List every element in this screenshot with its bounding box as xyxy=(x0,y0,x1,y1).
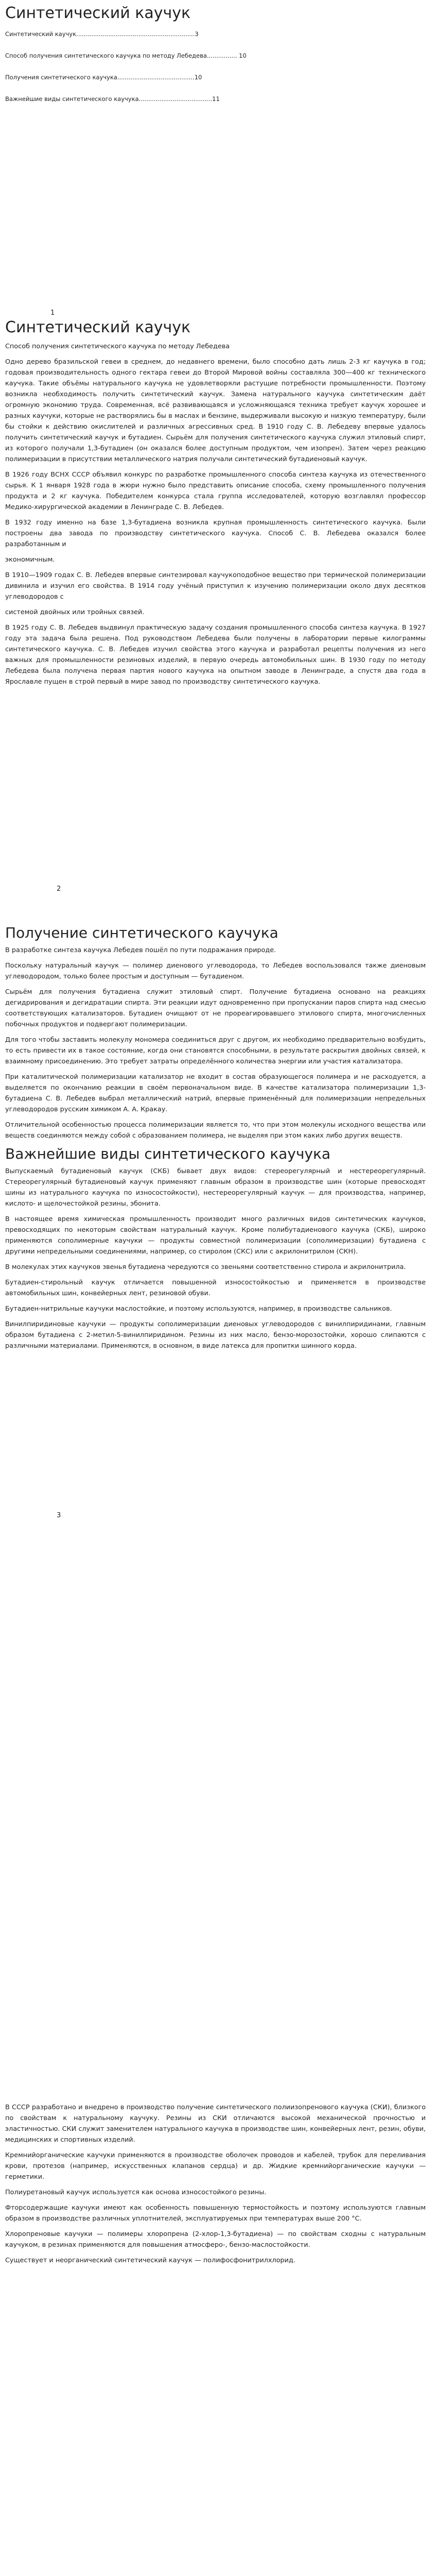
paragraph: Отличительной особенностью процесса полимеризации является то, что при этом молекулы исходного вещества или веществ соединяются между собой с образованием полимера, не выделяя при этом каких либо других веществ. xyxy=(5,1121,426,1140)
section-heading: Получение синтетического каучука xyxy=(5,924,278,941)
document-title: Синтетический каучук xyxy=(5,4,191,22)
paragraph: В 1910—1909 годах С. В. Лебедев впервые синтезировал каучукоподобное вещество при термической полимеризации дивинила и изучил его свойства. В 1914 году учёный приступил к изучению полимеризации около двух десятков углеводородов с xyxy=(5,571,426,601)
paragraph: Фторсодержащие каучуки имеют как особенность повышенную термостойкость и поэтому используются главным образом в производстве различных уплотнителей, эксплуатируемых при температурах выше 200 °С. xyxy=(5,2204,426,2223)
paragraph: В 1932 году именно на базе 1,3-бутадиена возникла крупная промышленность синтетического каучука. Были построены два завода по производству синтетического каучука. Способ С. В. Лебедева оказался более разработанным и xyxy=(5,519,426,548)
paragraph: Кремнийорганические каучуки применяются в производстве оболочек проводов и кабелей, трубок для переливания крови, протезов (например, искусственных клапанов сердца) и др. Жидкие кремнийорганические каучуки — герметики. xyxy=(5,2151,426,2181)
toc-entry: Важнейшие виды синтетического каучука.......................................11 xyxy=(5,95,220,103)
paragraph: В молекулах этих каучуков звенья бутадиена чередуются со звеньями соответственно стирола и акрилонитрила. xyxy=(5,1263,406,1271)
paragraph: В разработке синтеза каучука Лебедев пошёл по пути подражания природе. xyxy=(5,946,276,954)
section-heading: Важнейшие виды синтетического каучука xyxy=(5,1145,331,1162)
section-title: Синтетический каучук xyxy=(5,318,191,336)
paragraph: Существует и неорганический синтетический каучук — полифосфонитрилхлорид. xyxy=(5,2257,295,2264)
paragraph: Бутадиен-стирольный каучук отличается повышенной износостойкостью и применяется в производстве автомобильных шин, конвейерных лент, резиновой обуви. xyxy=(5,1279,426,1297)
paragraph: Выпускаемый бутадиеновый каучук (СКБ) бывает двух видов: стереорегулярный и нестереорегулярный. Стереорегулярный бутадиеновый каучук применяют главным образом в производстве шин (которые превосходят шины из натурального каучука по износостойкости), нестереорегулярный каучук — для производства, например, кислото- и щелочестойкой резины, эбонита. xyxy=(5,1167,426,1208)
paragraph: Поскольку натуральный каучук — полимер диенового углеводорода, то Лебедев воспользовался также диеновым углеводородом, только более простым и доступным — бутадиеном. xyxy=(5,962,426,980)
paragraph: В 1925 году С. В. Лебедев выдвинул практическую задачу создания промышленного способа синтеза каучука. В 1927 году эта задача была решена. Под руководством Лебедева были получены в лаборатории первые килограммы синтетического каучука. С. В. Лебедев изучил свойства этого каучука и разработал рецепты получения из него важных для промышленности резиновых изделий, в первую очередь автомобильных шин. В 1930 году по методу Лебедева была получена первая партия нового каучука на опытном заводе в Ленинграде, а спустя два года в Ярославле пущен в строй первый в мире завод по производству синтетического каучука. xyxy=(5,624,426,686)
paragraph: Винилпиридиновые каучуки — продукты сополимеризации диеновых углеводородов с винилпиридинами, главным образом бутадиена с 2-метил-5-винилпиридином. Резины из них масло, бензо-морозостойки, хорошо слипаются с различными материалами. Применяются, в основном, в виде латекса для пропитки шинного корда. xyxy=(5,1320,426,1350)
paragraph: Полиуретановый каучук используется как основа износостойкого резины. xyxy=(5,2189,267,2196)
paragraph: В настоящее время химическая промышленность производит много различных видов синтетических каучуков, превосходящих по некоторым свойствам натуральный каучук. Кроме полибутадиенового каучука (СКБ), широко применяются сополимерные каучуки — продукты совместной полимеризации (сополимеризации) бутадиена с другими непредельными соединениями, например, со стиролом (СКС) или с акрилонитрилом (СКН). xyxy=(5,1215,426,1256)
paragraph: экономичным. xyxy=(5,556,55,564)
page-number: 2 xyxy=(57,885,61,893)
paragraph: Одно дерево бразильской гевеи в среднем, до недавнего времени, было способно дать лишь 2-3 кг каучука в год; годовая производительность одного гектара гевеи до Второй Мировой войны составляла 300—400 кг технического каучука. Такие объёмы натурального каучука не удовлетворяли растущие потребности промышленности. Поэтому возникла необходимость получить синтетический каучук. Замена натурального каучука синтетическим даёт огромную экономию труда. Современная, всё развивающаяся и усложняющаяся техника требует каучук хорошее и разных каучуки, которые не растворялись бы в маслах и бензине, выдерживали высокую и низкую температуру, были бы стойки к действию окислителей и различных агрессивных сред. В 1910 году С. В. Лебедеву впервые удалось получить синтетический каучук и бутадиен. Сырьём для получения синтетического каучука служил этиловый спирт, из которого получали 1,3-бутадиен (он оказался более доступным продуктом, чем изопрен). Затем через реакцию полимеризации в присутствии металлического натрия получали синтетический бутадиеновый каучук. xyxy=(5,358,426,463)
paragraph: В СССР разработано и внедрено в производство получение синтетического полиизопренового каучука (СКИ), близкого по свойствам к натуральному каучуку. Резины из СКИ отличаются высокой механической прочностью и эластичностью. СКИ служит заменителем натурального каучука в производстве шин, конвейерных лент, резин, обуви, медицинских и спортивных изделий. xyxy=(5,2104,426,2144)
toc-entry: Получения синтетического каучука.........................................10 xyxy=(5,74,202,81)
paragraph: При каталитической полимеризации катализатор не входит в состав образующегося полимера и не расходуется, а выделяется по окончанию реакции в своём первоначальном виде. В качестве катализатора полимеризации 1,3-бутадиена С. В. Лебедев выбрал металлический натрий, впервые применённый для полимеризации непредельных углеводородов русским химиком А. А. Кракау. xyxy=(5,1073,426,1113)
paragraph: Бутадиен-нитрильные каучуки маслостойкие, и поэтому используются, например, в производстве сальников. xyxy=(5,1305,392,1313)
page-number: 1 xyxy=(50,309,55,317)
paragraph: Сырьём для получения бутадиена служит этиловый спирт. Получение бутадиена основано на реакциях дегидрирования и дегидратации спирта. Эти реакции идут одновременно при пропускании паров спирта над смесью соответствующих катализаторов. Бутадиен очищают от не прореагировавшего этилового спирта, многочисленных побочных продуктов и подвергают полимеризации. xyxy=(5,988,426,1028)
paragraph: Хлоропреновые каучуки — полимеры хлоропрена (2-хлор-1,3-бутадиена) — по свойствам сходны с натуральным каучуком, в резинах применяются для повышения атмосферо-, бензо-маслостойкости. xyxy=(5,2230,426,2249)
paragraph: Для того чтобы заставить молекулу мономера соединиться друг с другом, их необходимо предварительно возбудить, то есть привести их в такое состояние, когда они становятся способными, в результате раскрытия двойных связей, к взаимному присоединению. Это требует затраты определённого количества энергии или участия катализатора. xyxy=(5,1036,426,1065)
page-number: 3 xyxy=(57,1512,61,1519)
toc-entry: Синтетический каучук...............................................................3 xyxy=(5,30,199,38)
paragraph: системой двойных или тройных связей. xyxy=(5,608,145,616)
paragraph: В 1926 году ВСНХ СССР объявил конкурс по разработке промышленного способа синтеза каучука из отечественного сырья. К 1 января 1928 года в жюри нужно было представить описание способа, схему промышленного получения продукта и 2 кг каучука. Победителем конкурса стала группа исследователей, которую возглавлял профессор Медико-хирургической академии в Ленинграде С. В. Лебедев. xyxy=(5,471,426,511)
paragraph: Способ получения синтетического каучука по методу Лебедева xyxy=(5,343,230,350)
toc-entry: Способ получения синтетического каучука по методу Лебедева................ 10 xyxy=(5,52,247,59)
